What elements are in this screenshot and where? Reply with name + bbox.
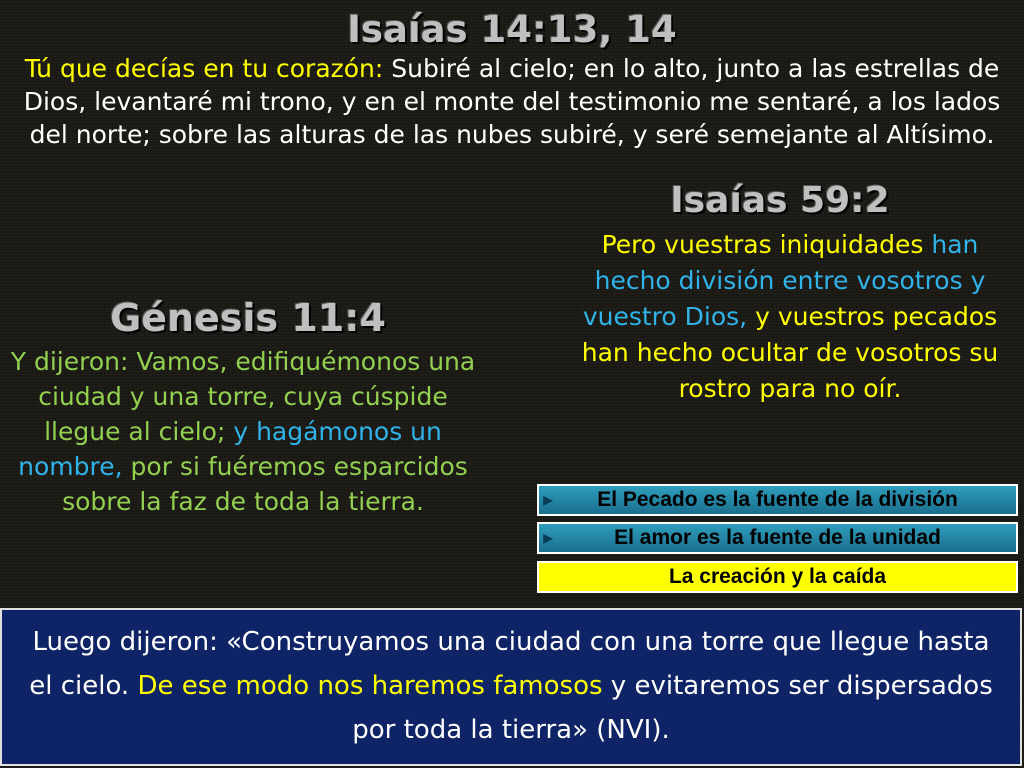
isaias-14-reference: Isaías 14:13, 14 [347, 8, 677, 51]
genesis-part3: por si fuéremos esparcidos sobre la faz de toda la tierra. [62, 452, 468, 516]
nvi-part2: y evitaremos ser dispersados por toda la tierra» (NVI). [352, 671, 993, 745]
topic-tag-label: El amor es la fuente de la unidad [614, 526, 941, 549]
genesis-part1: Y dijeron: Vamos, edifiquémonos una ciudad y una torre, cuya cúspide llegue al cielo; [10, 347, 476, 446]
topic-tag-label: La creación y la caída [668, 565, 887, 588]
isaias-59-part2: han hecho división entre vosotros y vuestro Dios, [582, 230, 986, 331]
topic-tag-label: El Pecado es la fuente de la división [597, 488, 958, 511]
topic-tag-unidad[interactable] [537, 522, 1018, 554]
isaias-14-body: Subiré al cielo; en lo alto, junto a las estrellas de Dios, levantaré mi trono, y en el monte del testimonio me sentaré, a los lados del norte; sobre las alturas de las nubes subiré, y seré semejante al Altísimo. [23, 54, 1001, 149]
play-arrow-icon: ▶ [543, 531, 553, 545]
nvi-quote-text [20, 620, 1002, 752]
isaias-59-reference: Isaías 59:2 [670, 180, 890, 221]
topic-tag-division[interactable] [537, 484, 1018, 516]
genesis-reference: Génesis 11:4 [110, 296, 386, 340]
isaias-59-verse [566, 227, 1014, 407]
nvi-highlight: De ese modo nos haremos famosos [137, 671, 603, 701]
play-arrow-icon: ▶ [543, 493, 553, 507]
topic-tag-creacion[interactable] [537, 561, 1018, 593]
genesis-part2: y hagámonos un nombre, [18, 417, 442, 481]
isaias-59-part1: Pero vuestras iniquidades [601, 230, 932, 259]
nvi-part1: Luego dijeron: «Construyamos una ciudad con una torre que llegue hasta el cielo. [29, 627, 990, 701]
isaias-59-part3: y vuestros pecados han hecho ocultar de vosotros su rostro para no oír. [581, 302, 999, 403]
genesis-verse [10, 344, 476, 519]
isaias-14-verse [8, 52, 1016, 151]
isaias-14-lead: Tú que decías en tu corazón: [24, 54, 384, 83]
